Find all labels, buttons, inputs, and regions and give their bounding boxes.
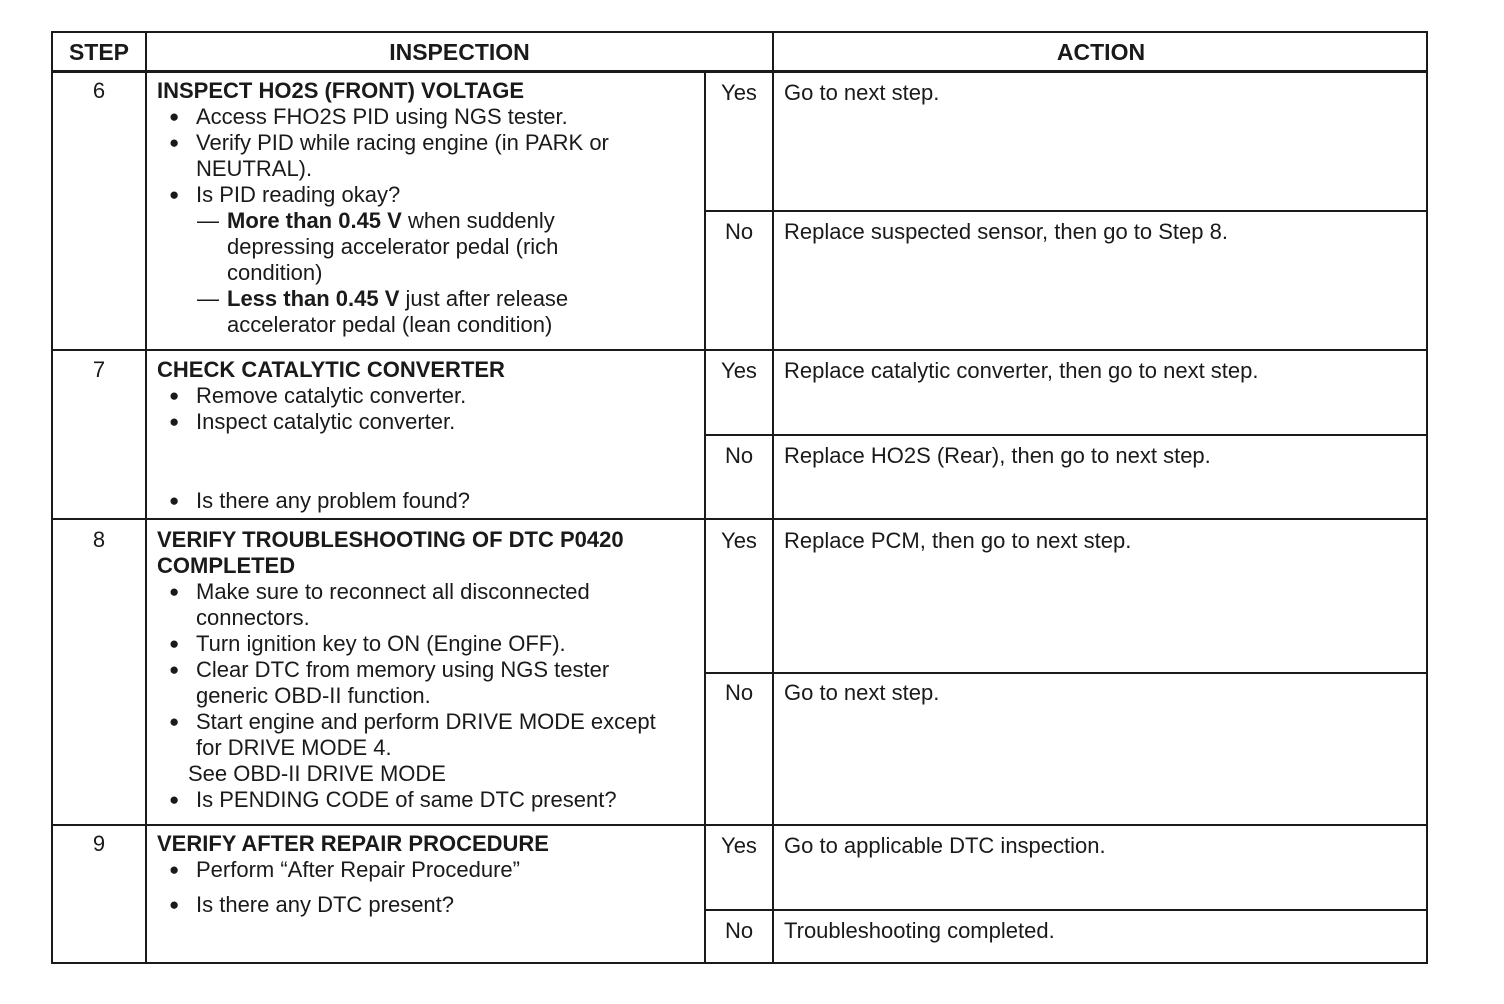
row-divider [53,824,1426,826]
inspection-title: CHECK CATALYTIC CONVERTER [157,357,505,382]
no-action: Troubleshooting completed. [784,918,1055,943]
inspection-cell [157,831,717,918]
bullet-item: ● Turn ignition key to ON (Engine OFF). [157,631,717,657]
bullet-item: ● Is there any problem found? [157,488,717,514]
inspection-title: VERIFY AFTER REPAIR PROCEDURE [157,831,549,856]
inspection-table [51,31,1428,964]
yes-action: Replace PCM, then go to next step. [784,528,1132,553]
header-step: STEP [68,39,130,65]
no-label: No [724,680,754,705]
note-text: See OBD-II DRIVE MODE [188,761,446,786]
sub-item: — Less than 0.45 V just after release accelerator pedal (lean condition) [197,286,569,337]
yes-action: Go to applicable DTC inspection. [784,833,1106,858]
row-divider [53,518,1426,520]
bullet-item: ● Access FHO2S PID using NGS tester. [157,104,717,130]
step-number: 6 [92,78,106,103]
header-inspection: INSPECTION [389,39,530,65]
step-number: 9 [92,831,106,856]
sub-item-text: when suddenly depressing accelerator pedal (rich condition) [227,208,559,285]
sub-item-text: just after release accelerator pedal (lean condition) [227,286,569,337]
bullet-item: ● Remove catalytic converter. [157,383,717,409]
no-action: Go to next step. [784,680,940,705]
yes-no-divider [705,210,1426,212]
bullet-item: ● Make sure to reconnect all disconnected connectors. [157,579,656,631]
bullet-item: ● Is there any DTC present? [157,892,717,918]
sub-item-bold: More than 0.45 V [227,208,402,233]
yes-no-divider [705,434,1426,436]
inspection-title: VERIFY TROUBLESHOOTING OF DTC P0420 COMPLETED [157,527,624,578]
inspection-title: INSPECT HO2S (FRONT) VOLTAGE [157,78,525,103]
yes-action: Replace catalytic converter, then go to next step. [784,358,1259,383]
yes-label: Yes [721,358,757,383]
yes-no-divider [705,909,1426,911]
bullet-item: ● Verify PID while racing engine (in PARK or NEUTRAL). [157,130,656,182]
row-divider [53,349,1426,351]
sub-item: — More than 0.45 V when suddenly depressing accelerator pedal (rich condition) [197,208,559,285]
inspection-cell [157,78,717,338]
no-label: No [724,918,754,943]
bullet-item: ● Inspect catalytic converter. [157,409,717,435]
column-divider [772,33,774,962]
bullet-item: ● Perform “After Repair Procedure” [157,857,717,883]
column-divider [145,33,147,962]
no-action: Replace suspected sensor, then go to Step 8. [784,219,1228,244]
no-label: No [724,219,754,244]
header-action: ACTION [1056,39,1146,65]
inspection-cell [157,527,717,813]
step-number: 7 [92,357,106,382]
yes-label: Yes [721,833,757,858]
bullet-item: ● Is PID reading okay? [157,182,717,208]
yes-no-divider [705,672,1426,674]
step-number: 8 [92,527,106,552]
no-label: No [724,443,754,468]
bullet-item: ● Clear DTC from memory using NGS tester generic OBD-II function. [157,657,676,709]
yes-action: Go to next step. [784,80,940,105]
yes-label: Yes [721,528,757,553]
header-rule [53,70,1426,73]
bullet-item: ● Is PENDING CODE of same DTC present? [157,787,717,813]
sub-item-bold: Less than 0.45 V [227,286,400,311]
inspection-cell [157,357,717,514]
no-action: Replace HO2S (Rear), then go to next step. [784,443,1211,468]
bullet-item: ● Start engine and perform DRIVE MODE except for DRIVE MODE 4. [157,709,656,761]
yes-label: Yes [721,80,757,105]
